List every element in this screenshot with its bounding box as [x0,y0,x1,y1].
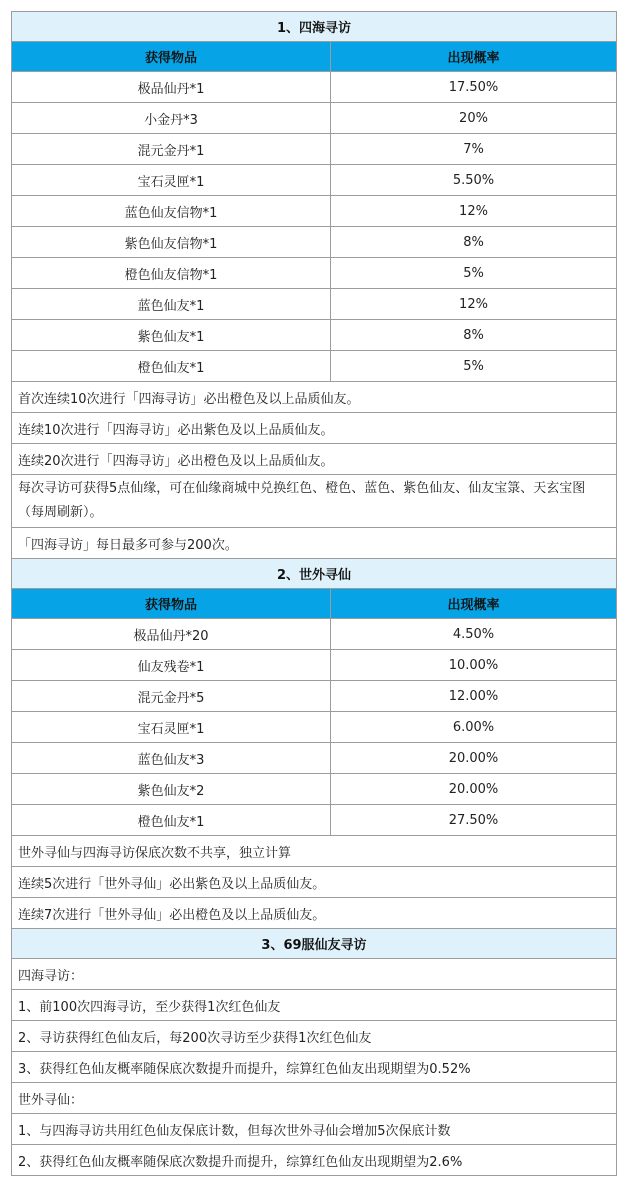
rate-cell: 5% [331,258,617,289]
note-row [12,990,617,1021]
table-row [12,351,617,382]
item-cell: 极品仙丹*1 [12,72,331,103]
item-cell: 极品仙丹*20 [12,619,331,650]
item-cell: 蓝色仙友*3 [12,743,331,774]
rate-cell: 20.00% [331,743,617,774]
rate-cell: 12.00% [331,681,617,712]
rate-cell: 7% [331,134,617,165]
note-text: 连续7次进行「世外寻仙」必出橙色及以上品质仙友。 [12,898,617,929]
item-cell: 仙友残卷*1 [12,650,331,681]
rate-cell: 5.50% [331,165,617,196]
table-row [12,681,617,712]
note-row [12,959,617,990]
section-title: 1、四海寻访 [12,12,617,42]
table-row [12,619,617,650]
note-row [12,1052,617,1083]
item-cell: 蓝色仙友信物*1 [12,196,331,227]
note-text: 连续20次进行「四海寻访」必出橙色及以上品质仙友。 [12,444,617,475]
column-header-item: 获得物品 [12,589,331,619]
table-row [12,227,617,258]
item-cell: 橙色仙友信物*1 [12,258,331,289]
table-header-row [12,589,617,619]
item-cell: 橙色仙友*1 [12,805,331,836]
item-cell: 紫色仙友*1 [12,320,331,351]
rate-cell: 27.50% [331,805,617,836]
note-row [12,382,617,413]
table-row [12,774,617,805]
rate-cell: 5% [331,351,617,382]
table-header-row [12,42,617,72]
note-row [12,1083,617,1114]
column-header-rate: 出现概率 [331,42,617,72]
note-text: 连续5次进行「世外寻仙」必出紫色及以上品质仙友。 [12,867,617,898]
table-row [12,743,617,774]
item-cell: 紫色仙友*2 [12,774,331,805]
probability-table [11,11,617,1176]
item-cell: 混元金丹*5 [12,681,331,712]
note-text: 2、寻访获得红色仙友后，每200次寻访至少获得1次红色仙友 [12,1021,617,1052]
note-text: 世外寻仙与四海寻访保底次数不共享，独立计算 [12,836,617,867]
note-row [12,413,617,444]
note-row [12,898,617,929]
table-row [12,103,617,134]
rate-cell: 8% [331,227,617,258]
table-row [12,72,617,103]
rate-cell: 12% [331,196,617,227]
table-row [12,258,617,289]
column-header-rate: 出现概率 [331,589,617,619]
note-row [12,867,617,898]
rate-cell: 20.00% [331,774,617,805]
section-title-row [12,559,617,589]
note-text: 2、获得红色仙友概率随保底次数提升而提升，综算红色仙友出现期望为2.6% [12,1145,617,1176]
note-row [12,1145,617,1176]
table-row [12,320,617,351]
item-cell: 宝石灵匣*1 [12,712,331,743]
item-cell: 紫色仙友信物*1 [12,227,331,258]
rate-cell: 17.50% [331,72,617,103]
note-row [12,444,617,475]
item-cell: 混元金丹*1 [12,134,331,165]
note-text: 世外寻仙： [12,1083,617,1114]
rate-cell: 8% [331,320,617,351]
item-cell: 宝石灵匣*1 [12,165,331,196]
table-row [12,650,617,681]
table-row [12,289,617,320]
note-text: 1、与四海寻访共用红色仙友保底计数，但每次世外寻仙会增加5次保底计数 [12,1114,617,1145]
note-row [12,1114,617,1145]
rate-cell: 6.00% [331,712,617,743]
note-row [12,1021,617,1052]
rate-cell: 20% [331,103,617,134]
table-row [12,134,617,165]
rate-cell: 10.00% [331,650,617,681]
note-text: 「四海寻访」每日最多可参与200次。 [12,528,617,559]
table-row [12,165,617,196]
note-row [12,528,617,559]
rate-cell: 4.50% [331,619,617,650]
column-header-item: 获得物品 [12,42,331,72]
section-title: 2、世外寻仙 [12,559,617,589]
table-row [12,712,617,743]
note-text: 1、前100次四海寻访，至少获得1次红色仙友 [12,990,617,1021]
section-title-row [12,12,617,42]
item-cell: 蓝色仙友*1 [12,289,331,320]
note-text: 连续10次进行「四海寻访」必出紫色及以上品质仙友。 [12,413,617,444]
note-row [12,475,617,528]
item-cell: 橙色仙友*1 [12,351,331,382]
table-row [12,805,617,836]
section-title: 3、69服仙友寻访 [12,929,617,959]
section-title-row [12,929,617,959]
note-text: 每次寻访可获得5点仙缘，可在仙缘商城中兑换红色、橙色、蓝色、紫色仙友、仙友宝箓、天玄宝图（每周刷新）。 [12,475,617,528]
note-text: 首次连续10次进行「四海寻访」必出橙色及以上品质仙友。 [12,382,617,413]
table-row [12,196,617,227]
note-row [12,836,617,867]
note-text: 3、获得红色仙友概率随保底次数提升而提升，综算红色仙友出现期望为0.52% [12,1052,617,1083]
item-cell: 小金丹*3 [12,103,331,134]
note-text: 四海寻访： [12,959,617,990]
rate-cell: 12% [331,289,617,320]
